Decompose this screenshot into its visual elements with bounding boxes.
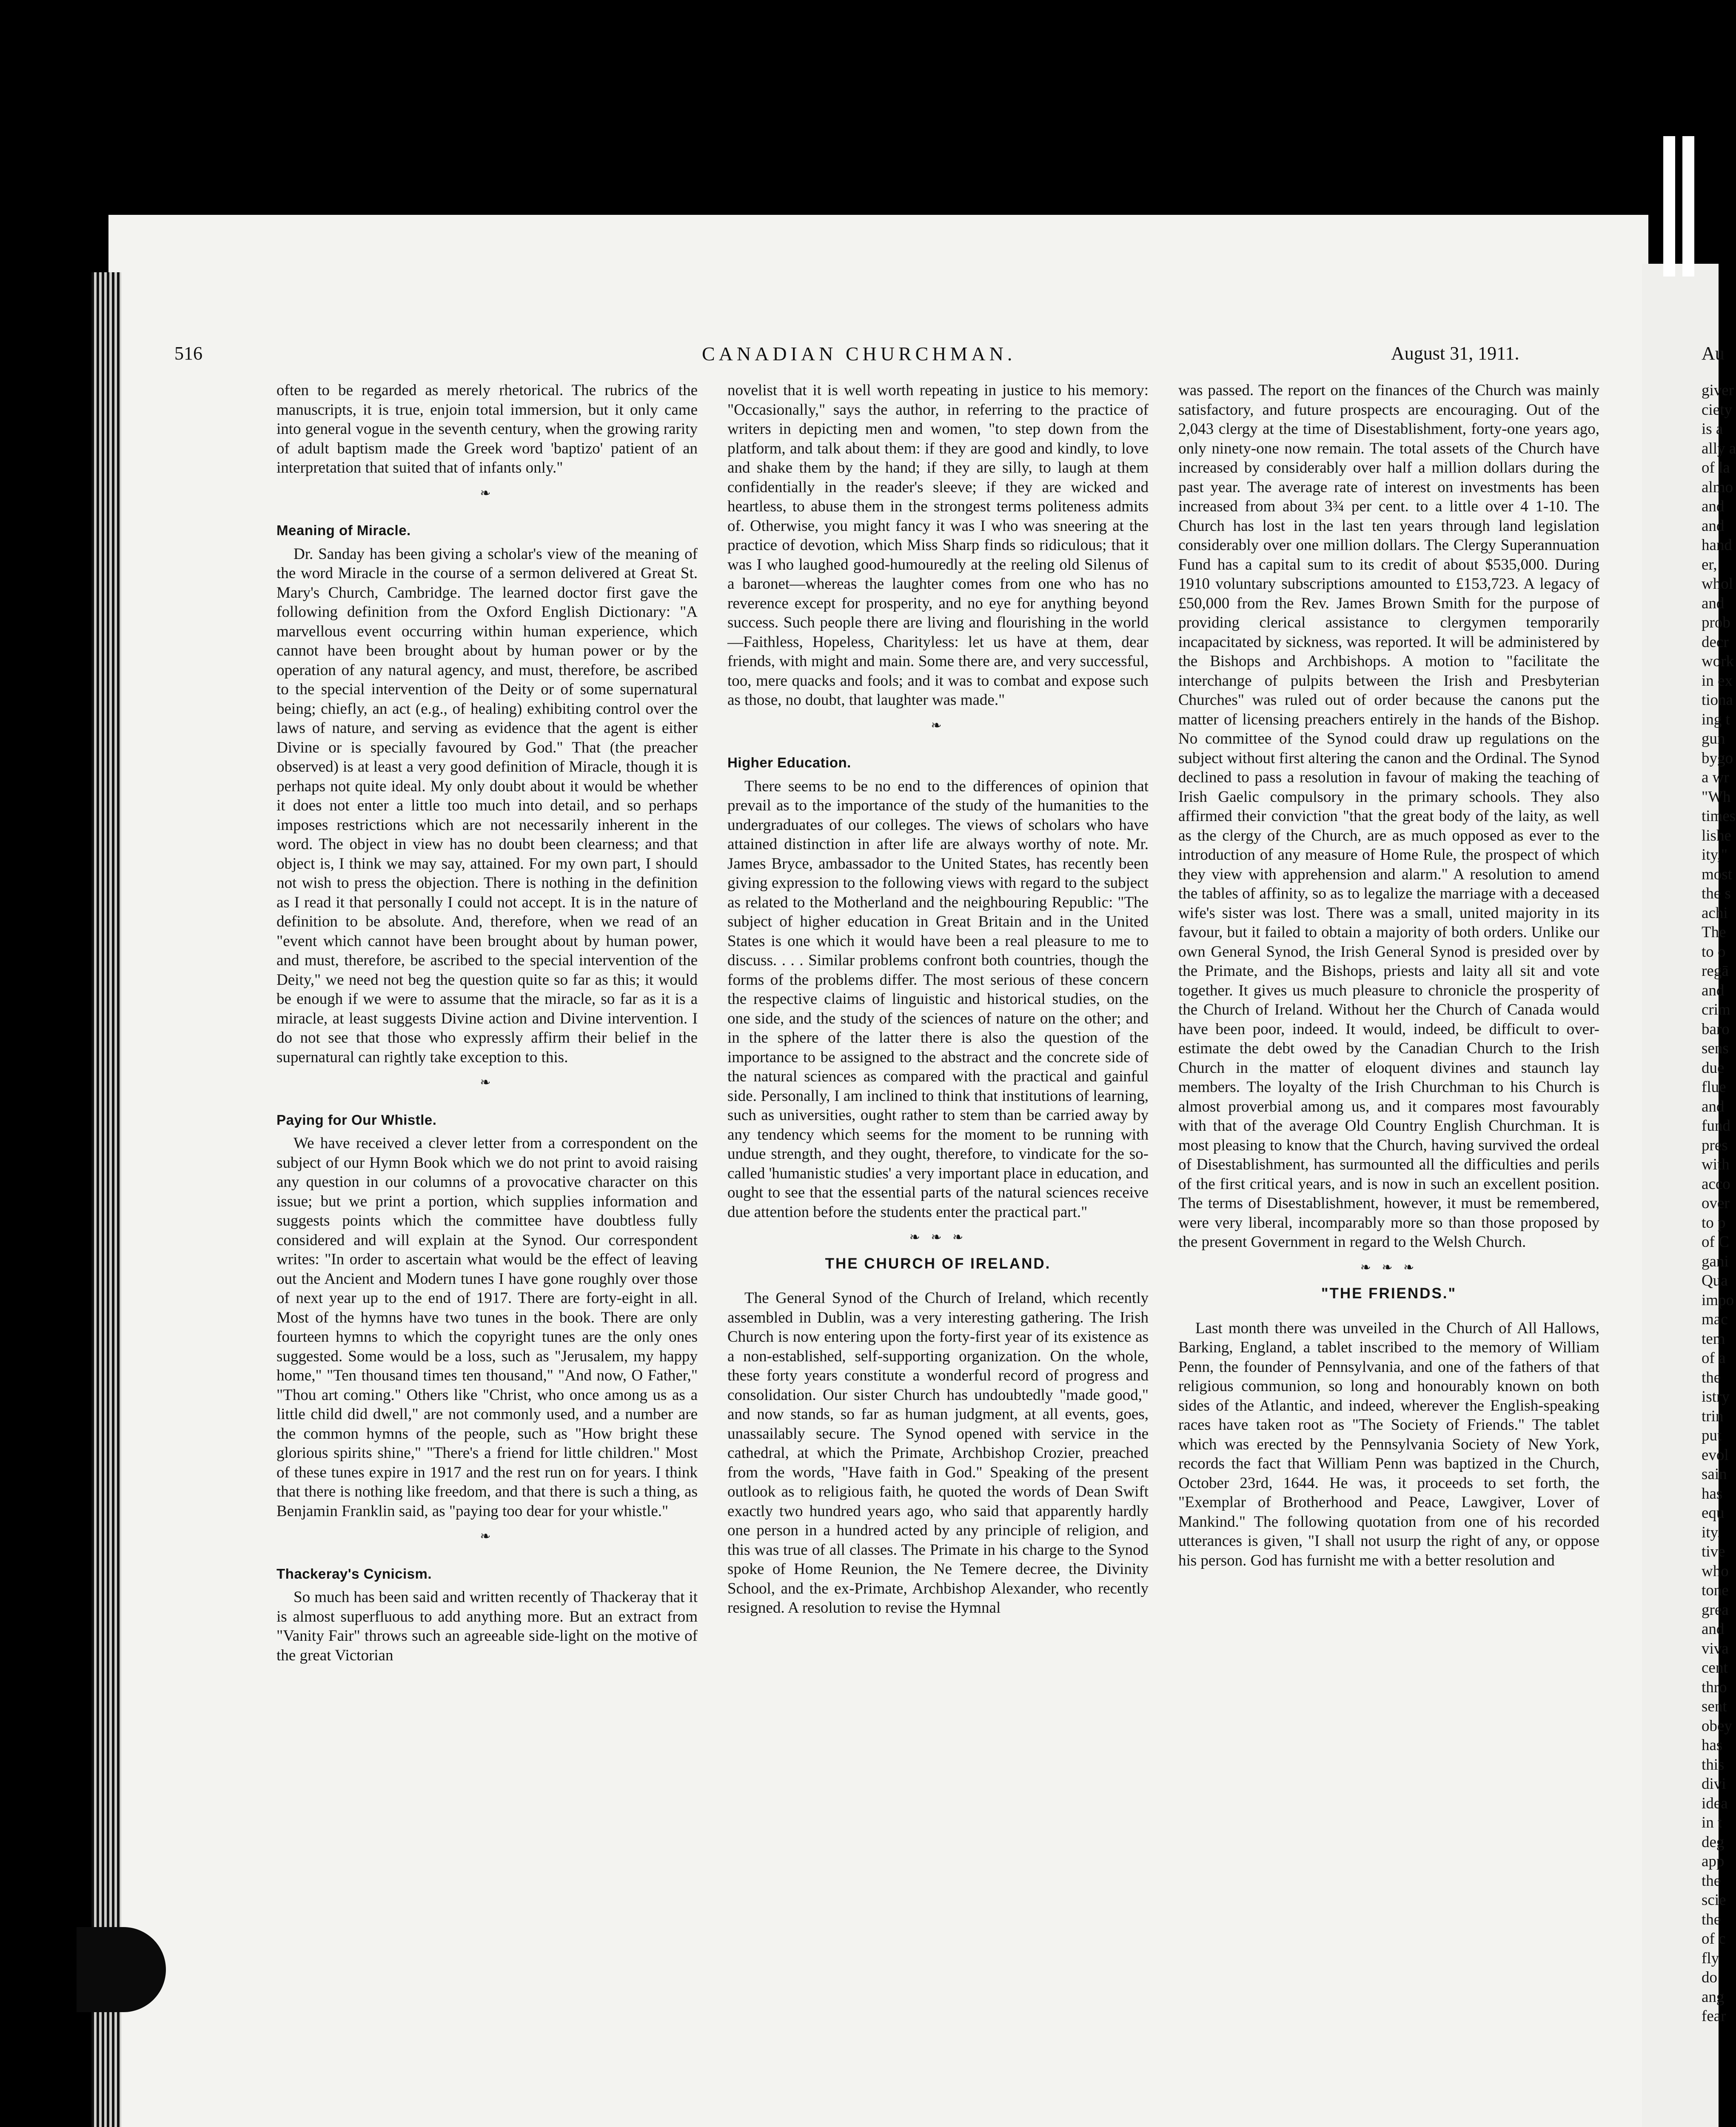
next-page-fragment: to o bbox=[1702, 943, 1726, 961]
next-page-fragment: fund bbox=[1702, 1117, 1730, 1135]
next-page-fragment: with bbox=[1702, 1156, 1730, 1173]
article-title-church-of-ireland: THE CHURCH OF IRELAND. bbox=[825, 1255, 1051, 1272]
next-page-fragment: and bbox=[1702, 498, 1725, 515]
next-page-fragment: ity," bbox=[1702, 846, 1728, 864]
next-page-fragment: decr bbox=[1702, 633, 1729, 651]
thumb-shadow bbox=[77, 1927, 166, 2012]
next-page-fragment: sens bbox=[1702, 1040, 1729, 1057]
next-page-fragment: grea bbox=[1702, 1601, 1729, 1619]
next-page-fragment: has bbox=[1702, 1736, 1723, 1754]
next-page-fragment: times bbox=[1702, 807, 1736, 825]
next-page-fragment: sent bbox=[1702, 1698, 1727, 1715]
next-page-fragment: pres bbox=[1702, 1136, 1728, 1154]
next-page-fragment: trin bbox=[1702, 1407, 1724, 1425]
next-page-fragment: of c bbox=[1702, 1930, 1726, 1947]
next-page-fragment: ity. bbox=[1702, 1523, 1721, 1541]
ornament: ❧ bbox=[480, 1529, 494, 1544]
next-page-fragment: and bbox=[1702, 517, 1725, 535]
next-page-fragment: bygo bbox=[1702, 749, 1733, 767]
next-page-fragment: Qua bbox=[1702, 1272, 1728, 1289]
next-page-fragment: due bbox=[1702, 1059, 1725, 1077]
next-page-fragment: the bbox=[1702, 1369, 1721, 1386]
next-page-fragment: ally a bbox=[1702, 439, 1736, 457]
next-page-fragment: over bbox=[1702, 1195, 1730, 1212]
next-page-fragment: whol bbox=[1702, 575, 1733, 593]
section-text-whistle: We have received a clever letter from a correspondent on the subject of our Hymn Book which we do not print to avoid raising any question in our columns of a provocative character on this issue; but we print a portion, which supplies information and suggests points which the committee have doubtless fully considered and will explain at the Synod. Our correspondent writes: "In order to ascertain what would be the effect of leaving out the Ancient and Modern tunes I have gone roughly over those of next year up to the end of 1917. There are forty-eight in all. Most of the hymns have two tunes in the book. There are only fourteen hymns to which the copyright tunes are the only ones suggested. Some would be a loss, such as "Jerusalem, my happy home," "Ten thousand times ten thousand," "And now, O Father," "Thou art coming." Others like "Christ, who once among us as a little child did dwell," are not commonly used, and a number are the common hymns of the people, such as "How bright these glorious spirits shine," "There's a friend for little children." Most of these tunes expire in 1917 and the rest run on for years. I think that there is nothing like freedom, and that there is such a thing, as Benjamin Franklin said, as "paying too dear for your whistle." bbox=[277, 1135, 698, 1520]
next-page-fragment: baro bbox=[1702, 1020, 1730, 1038]
next-page-fragment: er, bbox=[1702, 556, 1717, 573]
next-page-fragment: tone bbox=[1702, 1582, 1729, 1599]
ornament: ❧ bbox=[931, 718, 945, 733]
next-page-fragment: the s bbox=[1702, 885, 1731, 902]
next-page-fragment: of a bbox=[1702, 1349, 1726, 1367]
section-text-thackeray: So much has been said and written recently of Thackeray that it is almost superfluous to add anything more. But an extract from "Vanity Fair" throws such an agreeable side-light on the motive of the great Victorian bbox=[277, 1588, 698, 1664]
next-page-fragment: is a bbox=[1702, 420, 1723, 438]
next-page-fragment: a wr bbox=[1702, 769, 1729, 786]
next-page-header: Au bbox=[1702, 343, 1725, 364]
next-page-fragment: tive bbox=[1702, 1543, 1725, 1560]
next-page-fragment: and bbox=[1702, 1098, 1725, 1115]
next-page-fragment: tiona bbox=[1702, 691, 1733, 709]
next-page-fragment: in ex bbox=[1702, 672, 1733, 690]
next-page-fragment: istry bbox=[1702, 1388, 1730, 1406]
next-page-fragment: equ bbox=[1702, 1504, 1725, 1522]
next-page-fragment: scie bbox=[1702, 1891, 1726, 1909]
column-2 bbox=[727, 381, 1149, 1618]
page-number: 516 bbox=[174, 343, 202, 364]
ornament-triple: ❧ ❧ ❧ bbox=[909, 1230, 967, 1245]
next-page-fragment: this bbox=[1702, 1756, 1725, 1773]
next-page-fragment: and bbox=[1702, 981, 1725, 999]
next-page-fragment: hand bbox=[1702, 536, 1732, 554]
next-page-fragment: app bbox=[1702, 1853, 1725, 1870]
next-page-fragment: ing t bbox=[1702, 710, 1730, 728]
next-page-fragment: viva bbox=[1702, 1639, 1729, 1657]
section-text-miracle: Dr. Sanday has been giving a scholar's view of the meaning of the word Miracle in the course of a sermon delivered at Great St. Mary's Church, Cambridge. The learned doctor first gave the following definition from the Oxford English Dictionary: "A marvellous event occurring within human experience, which cannot have been brought about by human power or by the operation of any natural agency, and must, therefore, be ascribed to the special intervention of the Deity or of some supernatural being; chiefly, an act (e.g., of healing) exhibiting control over the laws of nature, and serving as evidence that the agent is either Divine or is specially favoured by God." That (the preacher observed) is at least a very good definition of Miracle, though it is perhaps not quite ideal. My only doubt about it would be whether it does not enter a little too much into detail, and so perhaps imposes restrictions which are not necessarily inherent in the word. The object in view has no doubt been clearness; and that object is, I think we may say, attained. For my own part, I should not wish to press the objection. There is nothing in the definition as I read it that personally I could not accept. It is in the nature of definition to be absolute. And, therefore, when we read of an "event which cannot have been brought about by human power, and must, therefore, be ascribed to the special intervention of the Deity," we need not beg the question quite so far as this; it would be enough if we were to assume that the miracle, so far as it is a miracle, at least suggests Divine action and Divine intervention. I do not see that those who expressly affirm their belief in the supernatural can rightly take exception to this. bbox=[277, 545, 698, 1066]
next-page-fragment: work bbox=[1702, 653, 1734, 670]
column-1-lead: often to be regarded as merely rhetorical. The rubrics of the manuscripts, it is true, enjoin total immersion, but it only came into general vogue in the seventh century, when the growing rarity of adult baptism made the Greek word 'baptizo' patient of an interpretation that suited that of infants only." bbox=[277, 382, 698, 476]
column-3-lead: was passed. The report on the finances of the Church was mainly satisfactory, and future prospects are encouraging. Out of the 2,043 clergy at the time of Disestablishment, forty-one years ago, only ninety-one now remain. The total assets of the Church have increased by considerably over half a million dollars during the past year. The average rate of interest on investments has been increased from about 3¾ per cent. to a little over 4 1-10. The Church has lost in the last ten years through land legislation considerably over one million dollars. The Clergy Superannuation Fund has a capital sum to its credit of about $535,000. During 1910 voluntary subscriptions amounted to £153,723. A legacy of £50,000 from the Rev. James Brown Smith for the purpose of providing clerical assistance to clergymen temporarily incapacitated by sickness, was reported. It will be administered by the Bishops and Archbishops. A motion to "facilitate the interchange of pulpits between the Irish and Presbyterian Churches" was ruled out of order because the canons put the matter of licensing preachers entirely in the hands of the Bishop. No committee of the Synod could draw up regulations on the subject without first altering the canon and the Ordinal. The Synod declined to pass a resolution in favour of making the teaching of Irish Gaelic compulsory in the primary schools. They also affirmed their conviction "that the great body of the laity, as well as the clergy of the Church, are as much opposed as ever to the introduction of any measure of Home Rule, the prospect of which they view with apprehension and alarm." A resolution to amend the tables of affinity, so as to legalize the marriage with a deceased wife's sister was lost. There was a small, united majority in its favour, but it failed to obtain a majority of both orders. Unlike our own General Synod, the Irish General Synod is presided over by the Primate, and the Bishops, priests and laity all sit and vote together. It gives us much pleasure to chronicle the prosperity of the Church of Ireland. Without her the Church of Canada would have been poor, indeed. It would, indeed, be difficult to over-estimate the debt owed by the Canadian Church to the Irish Church in the matter of eloquent divines and staunch lay members. The loyalty of the Irish Churchman to his Church is almost proverbial among us, and it compares most favourably with that of the average Old Country English Churchman. It is most pleasing to know that the Church, having survived the ordeal of Disestablishment, has surmounted all the difficulties and perils of the first critical years, and is now in such an excellent position. The terms of Disestablishment, however, it must be remembered, were very liberal, incomparably more so than those proposed by the present Government in regard to the Welsh Church. bbox=[1178, 382, 1599, 1251]
next-page-fragment: the bbox=[1702, 1872, 1721, 1890]
next-page-fragment: regā bbox=[1702, 962, 1729, 980]
next-page-fragment: tem bbox=[1702, 1330, 1725, 1348]
ornament-triple: ❧ ❧ ❧ bbox=[1360, 1260, 1418, 1275]
section-heading-higher-education: Higher Education. bbox=[727, 755, 851, 770]
section-text-higher-education: There seems to be no end to the differences of opinion that prevail as to the importance of the study of the humanities to the undergraduates of our colleges. The views of scholars who have attained distinction in after life are always worthy of note. Mr. James Bryce, ambassador to the United States, has recently been giving expression to the following views with regard to the subject as related to the Motherland and the neighbouring Republic: "The subject of higher education in Great Britain and in the United States is one which it would have been a real pleasure to me to discuss. . . . Similar problems confront both countries, though the forms of the problems differ. The most serious of these concern the respective claims of linguistic and historical studies, on the one side, and the study of the sciences of nature on the other; and in the sphere of the latter there is also the question of the importance to be assigned to the abstract and the concrete side of the natural sciences as compared with the practical and gainful side. Personally, I am inclined to think that institutions of learning, such as universities, ought rather to stem than be carried away by any tendency which seems for the moment to be running with undue strength, and they ought, therefore, to vindicate for the so-called 'humanistic studies' a very important place in education, and ought to see that the essential parts of the natural sciences receive due attention before the students enter the practical part." bbox=[727, 777, 1149, 1221]
next-page-fragment: gani bbox=[1702, 1252, 1729, 1270]
next-page-fragment: of C bbox=[1702, 1233, 1729, 1251]
ornament: ❧ bbox=[480, 1075, 494, 1090]
section-heading-whistle: Paying for Our Whistle. bbox=[277, 1112, 437, 1128]
next-page-fragment: sain bbox=[1702, 1466, 1727, 1483]
next-page-fragment: do bbox=[1702, 1969, 1717, 1986]
article-text-church-of-ireland: The General Synod of the Church of Ireland, which recently assembled in Dublin, was a very interesting gathering. The Irish Church is now entering upon the forty-first year of its existence as a non-established, self-supporting organization. On the whole, these forty years constitute a wonderful record of progress and consolidation. Our sister Church has undoubtedly "made good," and now stands, so far as human judgment, at all events, goes, unassailably secure. The Synod opened with service in the cathedral, at which the Primate, Archbishop Crozier, preached from the words, "Have faith in God." Speaking of the present outlook as to religious faith, he quoted the words of Dean Swift exactly two hundred years ago, who said that apparently hardly one person in a hundred acted by any principle of religion, and this was true of all classes. The Primate in his charge to the Synod spoke of Home Reunion, the Ne Temere decree, the Divinity School, and the ex-Primate, Archbishop Alexander, who recently resigned. A resolution to revise the Hymnal bbox=[727, 1289, 1149, 1617]
next-page-fragment: almo bbox=[1702, 478, 1733, 496]
issue-date: August 31, 1911. bbox=[1391, 343, 1519, 364]
next-page-fragment: deg bbox=[1702, 1833, 1725, 1851]
next-page-fragment: acco bbox=[1702, 1175, 1730, 1193]
next-page-fragment: of la bbox=[1702, 459, 1730, 476]
next-page-fragment: to p bbox=[1702, 1214, 1726, 1232]
column-1 bbox=[277, 381, 698, 1665]
next-page-fragment: divi bbox=[1702, 1775, 1726, 1793]
next-page-fragment: and bbox=[1702, 1620, 1725, 1638]
next-page-fragment: prob bbox=[1702, 614, 1730, 631]
next-page-fragment: the bbox=[1702, 1910, 1721, 1928]
next-page-fragment: crim bbox=[1702, 1001, 1730, 1018]
next-page-fragment: who bbox=[1702, 1562, 1729, 1580]
next-page-fragment: cent bbox=[1702, 1659, 1728, 1677]
next-page-fragment: ciety bbox=[1702, 401, 1732, 419]
next-page-fragment: most bbox=[1702, 865, 1732, 883]
next-page-fragment: and bbox=[1702, 594, 1725, 612]
scan-bar bbox=[1663, 136, 1675, 277]
next-page-fragment: put bbox=[1702, 1427, 1722, 1444]
next-page-fragment: lishe bbox=[1702, 827, 1731, 844]
next-page-fragment: has bbox=[1702, 1485, 1723, 1503]
next-page-fragment: impo bbox=[1702, 1291, 1734, 1309]
book-spine-gutter bbox=[91, 272, 121, 2127]
next-page-fragment: flue bbox=[1702, 1078, 1726, 1096]
next-page-column-fragments bbox=[1702, 381, 1736, 2026]
column-2-lead: novelist that it is well worth repeating in justice to his memory: "Occasionally," says the author, in referring to the practice of writers in depicting men and women, "to step down from the platform, and talk about them: if they are good and kindly, to love and shake them by the hand; if they are silly, to laugh at them confidentially in the reader's sleeve; if they are wicked and heartless, to abuse them in the strongest terms politeness admits of. Otherwise, you might fancy it was I who was sneering at the practice of devotion, which Miss Sharp finds so ridiculous; that it was I who laughed good-humouredly at the reeling old Silenus of a baronet—whereas the laughter comes from one who has no reverence except for prosperity, and no eye for anything beyond success. Such people there are living and flourishing in the world—Faithless, Hopeless, Charityless: let us have at them, dear friends, with might and main. Some there are, and very successful, too, mere quacks and fools; and it was to combat and expose such as those, no doubt, that laughter was made." bbox=[727, 382, 1149, 709]
next-page-fragment: in t bbox=[1702, 1814, 1722, 1831]
next-page-fragment: giver bbox=[1702, 382, 1734, 399]
article-text-the-friends: Last month there was unveiled in the Church of All Hallows, Barking, England, a tablet inscribed to the memory of William Penn, the founder of Pennsylvania, and one of the fathers of that religious communion, so long and honourably known on both sides of the Atlantic, and indeed, wherever the English-speaking races have taken root as "The Society of Friends." The tablet which was erected by the Pennsylvania Society of New York, records the fact that William Penn was baptized in the Church, October 23rd, 1644. He was, it proceeds to set forth, the "Exemplar of Brotherhood and Peace, Lawgiver, Lover of Mankind." The following quotation from one of his recorded utterances is given, "I shall not usurp the right of any, or oppose his person. God has furnisht me with a better resolution and bbox=[1178, 1319, 1599, 1569]
section-heading-miracle: Meaning of Miracle. bbox=[277, 522, 411, 538]
scan-bar bbox=[1682, 136, 1694, 277]
masthead-title: CANADIAN CHURCHMAN. bbox=[702, 343, 1016, 365]
next-page-fragment: evol bbox=[1702, 1446, 1729, 1464]
next-page-fragment: fear bbox=[1702, 2007, 1726, 2025]
next-page-fragment: mac bbox=[1702, 1311, 1728, 1328]
next-page-fragment: "Wh bbox=[1702, 788, 1731, 806]
next-page-fragment: fly bbox=[1702, 1949, 1719, 1967]
column-3 bbox=[1178, 381, 1599, 1570]
next-page-fragment: thro bbox=[1702, 1678, 1727, 1696]
next-page-fragment: ang bbox=[1702, 1988, 1725, 2006]
next-page-fragment: achi bbox=[1702, 904, 1728, 922]
next-page-fragment: obey bbox=[1702, 1717, 1732, 1735]
next-page-fragment: gun bbox=[1702, 730, 1725, 747]
next-page-fragment: The bbox=[1702, 924, 1726, 941]
next-page-fragment: idea bbox=[1702, 1794, 1728, 1812]
article-title-the-friends: "THE FRIENDS." bbox=[1321, 1285, 1457, 1302]
section-heading-thackeray: Thackeray's Cynicism. bbox=[277, 1565, 432, 1582]
ornament: ❧ bbox=[480, 485, 494, 501]
